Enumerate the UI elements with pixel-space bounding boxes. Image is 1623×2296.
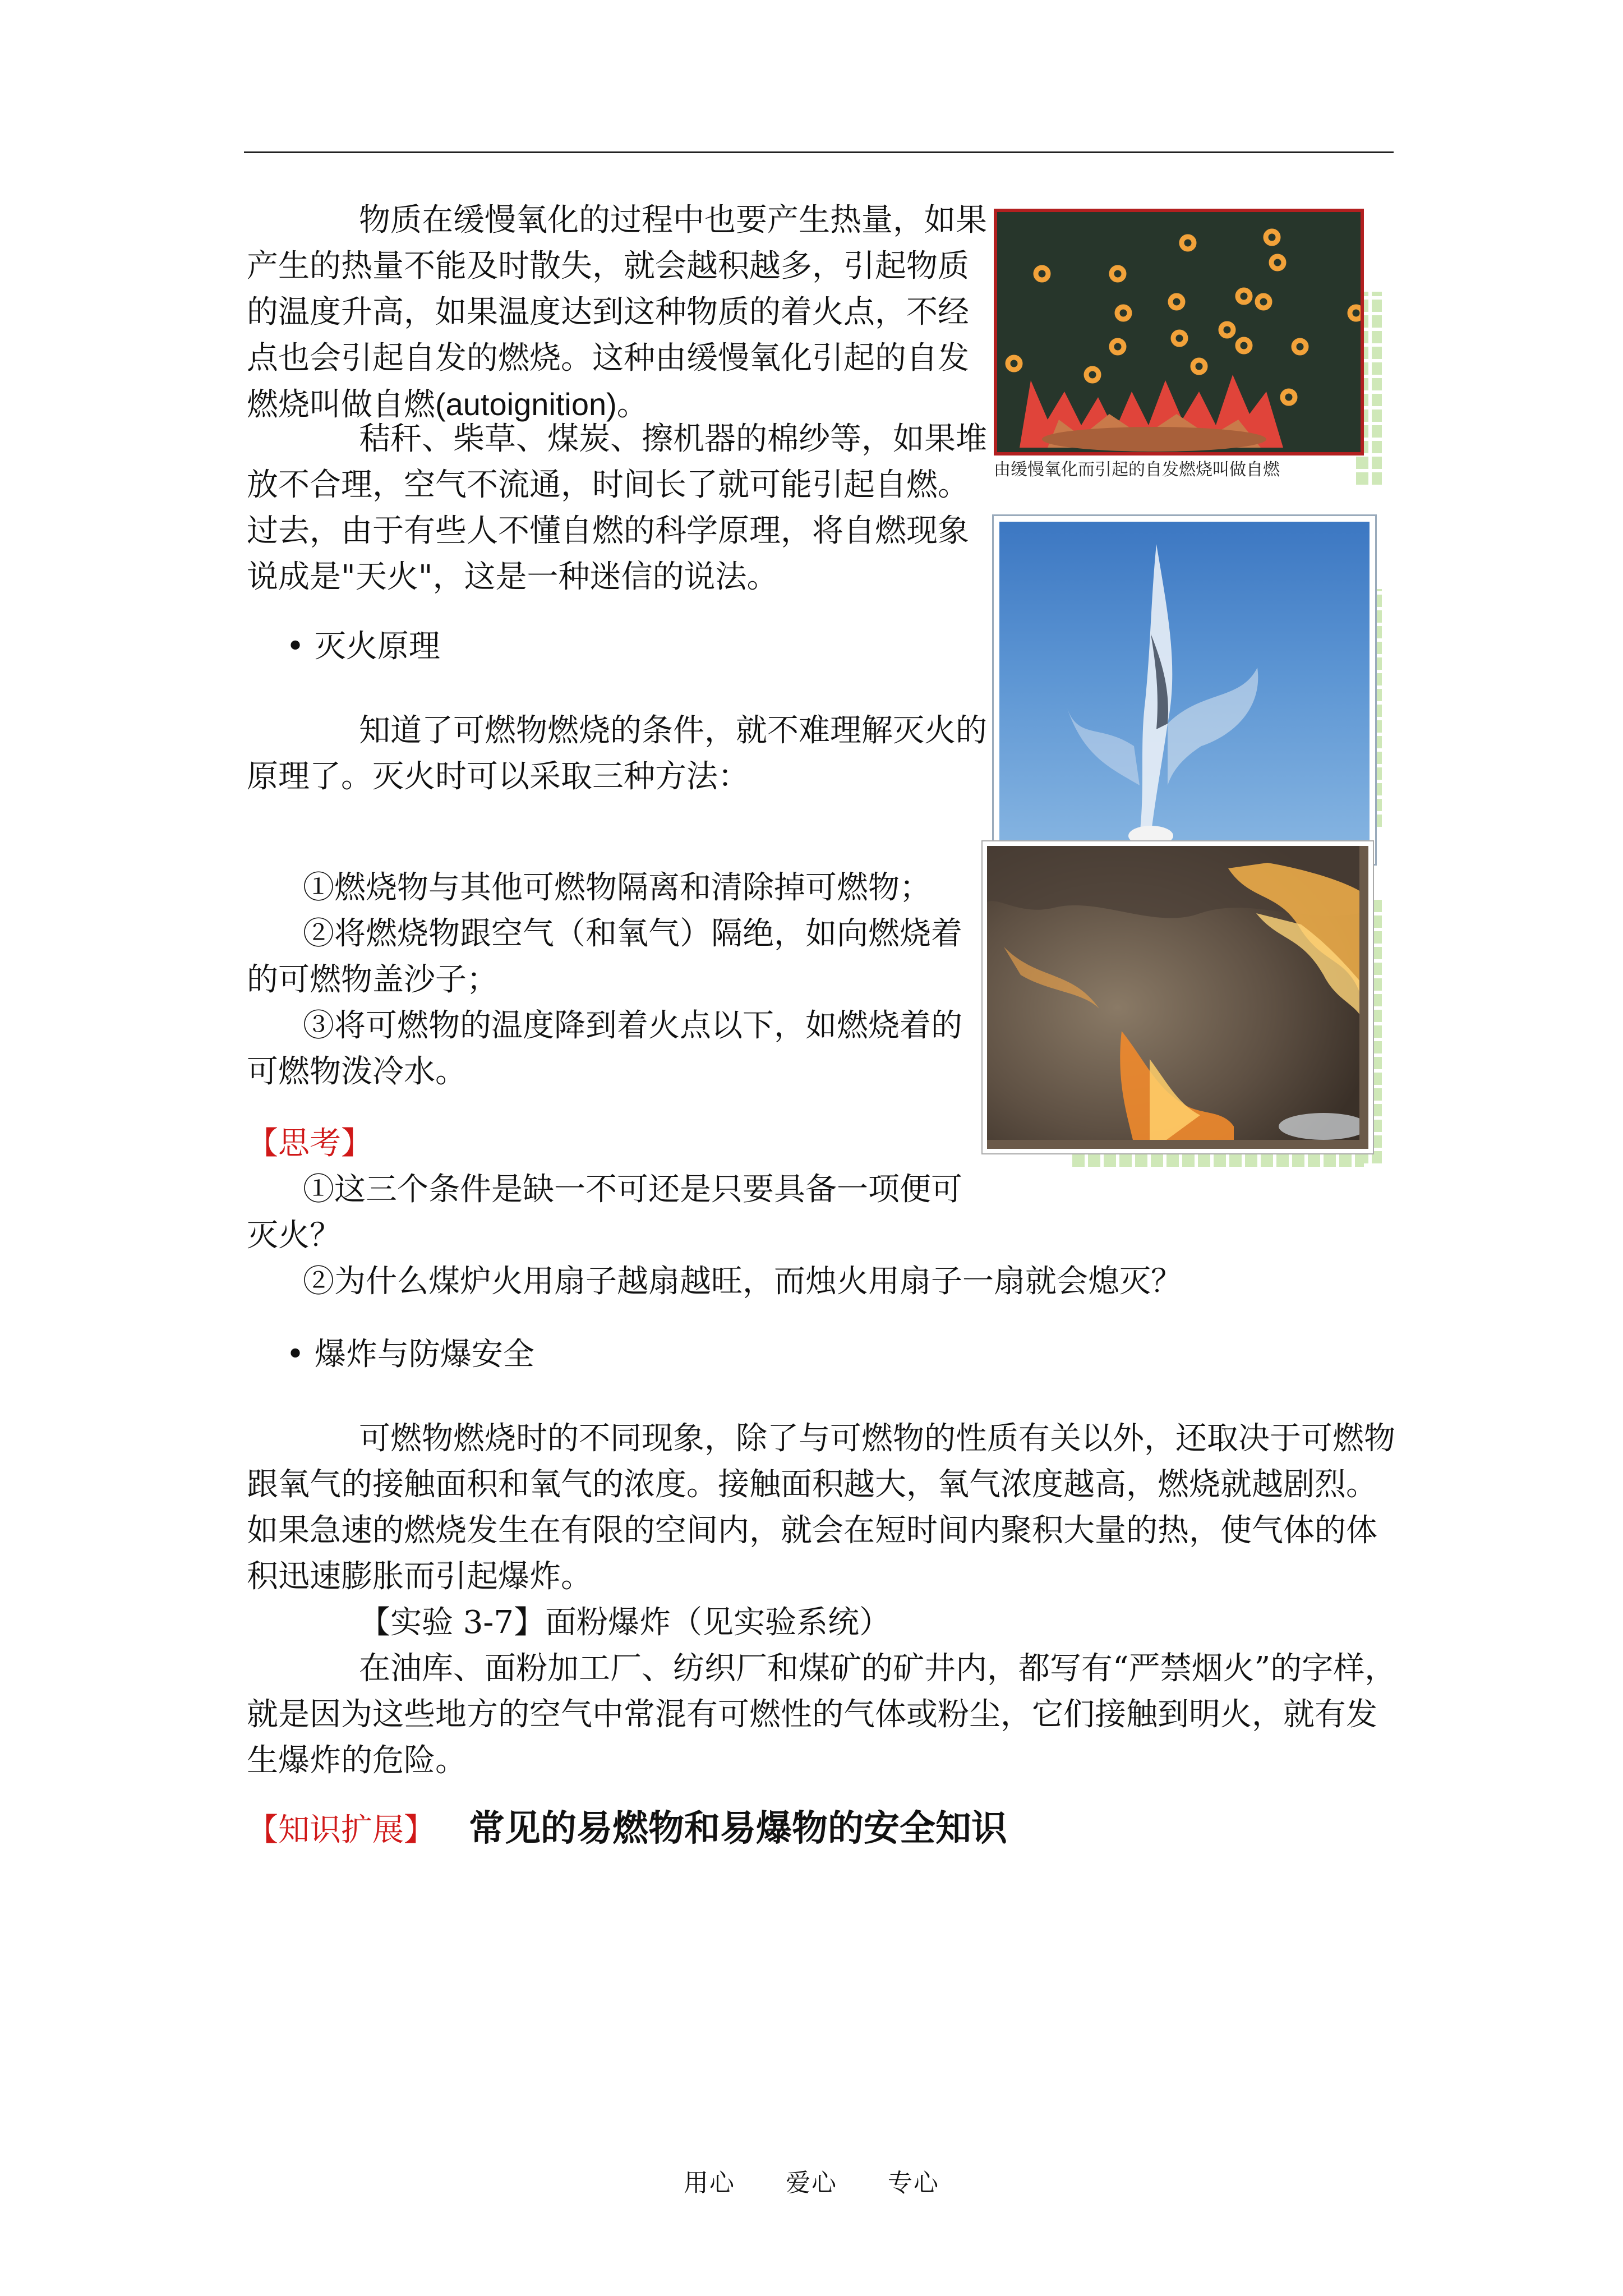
smoke-illustration (999, 522, 1358, 847)
question-1: ①这三个条件是缺一不可还是只要具备一项便可灭火？ (247, 1171, 962, 1254)
header-rule (244, 151, 1394, 153)
think-tag: 【思考】 (247, 1125, 372, 1162)
section-heading (247, 1803, 1007, 1856)
heading-explosion-safety: • 爆炸与防爆安全 (286, 1336, 534, 1373)
section-title: 常见的易燃物和易爆物的安全知识 (469, 1807, 1007, 1849)
paragraph-no-fire-signs: 在油库、面粉加工厂、纺织厂和煤矿的矿井内，都写有“严禁烟火”的字样，就是因为这些地方的空气中常混有可燃性的气体或粉尘，它们接触到明火，就有发生爆炸的危险。 (247, 1650, 1396, 1779)
experiment-line: 【实验 3-7】面粉爆炸（见实验系统） (359, 1604, 891, 1641)
method-3: ③将可燃物的温度降到着火点以下，如燃烧着的可燃物泼冷水。 (247, 1007, 962, 1090)
autoignition-term: (autoignition) (435, 386, 617, 422)
footer-word-2: 爱心 (786, 2169, 837, 2197)
paragraph-extinguish-intro: 知道了可燃物燃烧的条件，就不难理解灭火的原理了。灭火时可以采取三种方法： (247, 712, 987, 795)
section-tag: 【知识扩展】 (247, 1812, 435, 1848)
image-caption: 由缓慢氧化而引起的自发燃烧叫做自燃 (994, 460, 1280, 480)
burning-ground-image (983, 841, 1373, 1153)
page-footer (0, 2162, 1623, 2198)
candle-smoke-image (994, 516, 1375, 864)
paragraph-spontaneous-combustion: 秸秆、柴草、煤炭、擦机器的棉纱等，如果堆放不合理，空气不流通，时间长了就可能引起自燃。过去，由于有些人不懂自燃的科学原理，将自燃现象说成是"天火"，这是一种迷信的说法。 (247, 421, 987, 595)
paragraph-text: 物质在缓慢氧化的过程中也要产生热量，如果产生的热量不能及时散失，就会越积越多，引起物质的温度升高，如果温度达到这种物质的着火点，不经点也会引起自发的燃烧。这种由缓慢氧化引起的自发燃烧叫做自燃 (247, 202, 987, 423)
footer-word-3: 专心 (888, 2169, 939, 2197)
paragraph-autoignition (247, 197, 993, 428)
method-1: ①燃烧物与其他可燃物隔离和清除掉可燃物； (303, 869, 931, 906)
paragraph-explosion: 可燃物燃烧时的不同现象，除了与可燃物的性质有关以外，还取决于可燃物跟氧气的接触面积和氧气的浓度。接触面积越大，氧气浓度越高，燃烧就越剧烈。如果急速的燃烧发生在有限的空间内，就会在短时间内聚积大量的热，使气体的体积迅速膨胀而引起爆炸。 (247, 1420, 1395, 1595)
method-2: ②将燃烧物跟空气（和氧气）隔绝，如向燃烧着的可燃物盖沙子； (247, 915, 962, 998)
slow-oxidation-illustration (997, 212, 1361, 452)
question-2: ②为什么煤炉火用扇子越扇越旺，而烛火用扇子一扇就会熄灭？ (303, 1263, 1182, 1300)
slow-oxidation-image (994, 209, 1364, 455)
burning-ground-illustration (987, 846, 1359, 1140)
heading-extinguish-principle: • 灭火原理 (286, 628, 440, 665)
footer-word-1: 用心 (684, 2169, 735, 2197)
paragraph-end: 。 (616, 386, 648, 423)
